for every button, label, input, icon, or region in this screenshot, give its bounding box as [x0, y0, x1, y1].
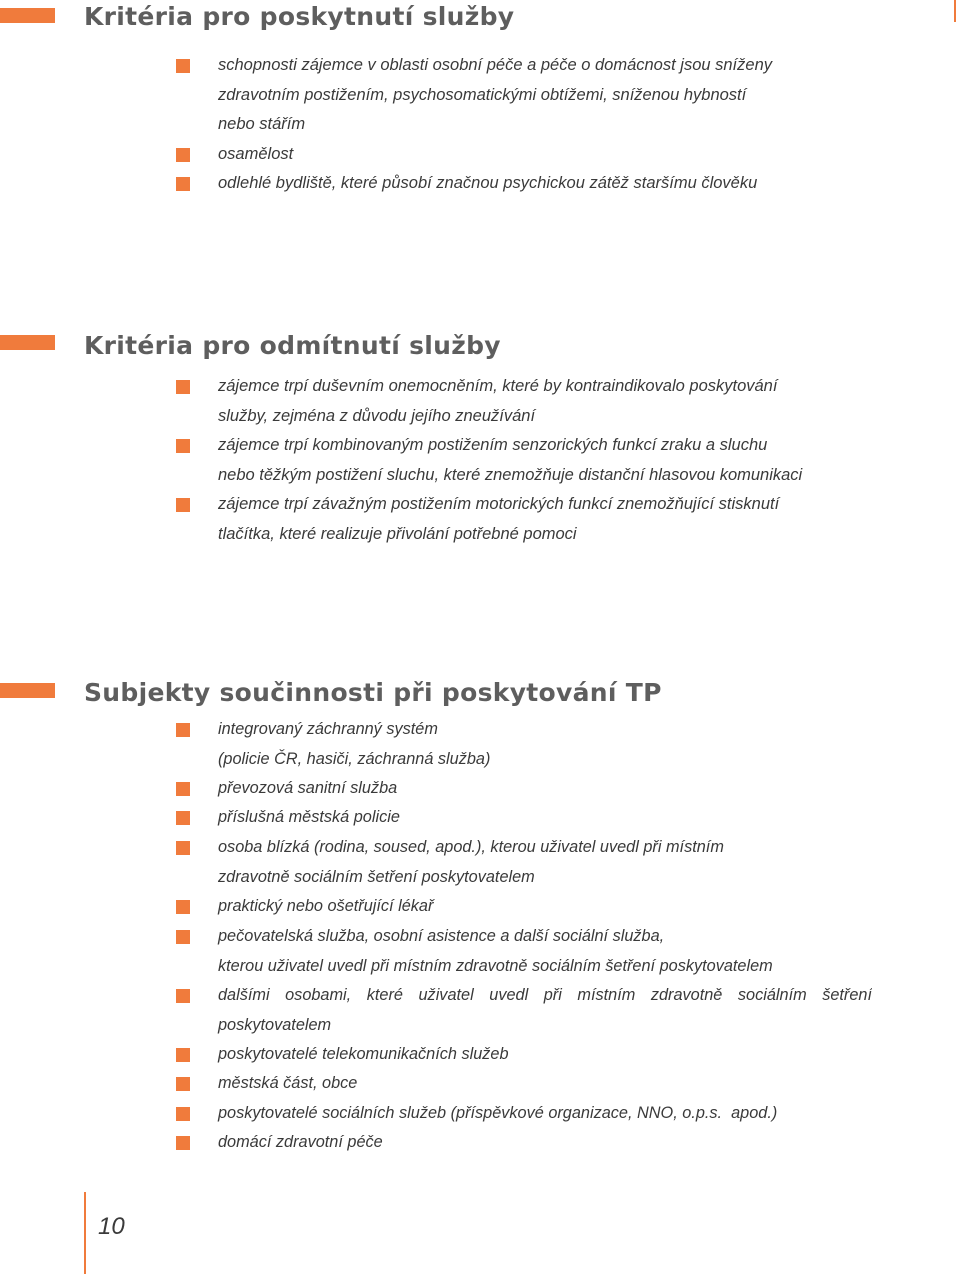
list-item [218, 1128, 878, 1158]
list-item-text: poskytovatelé telekomunikačních služeb [218, 1045, 509, 1063]
list-item-text: zájemce trpí duševním onemocněním, které by kontraindikovalo poskytování [218, 377, 778, 395]
list-item-text: praktický nebo ošetřující lékař [218, 897, 434, 915]
bullet-square [176, 380, 190, 394]
bullet-square [176, 59, 190, 73]
section-marker-bar [0, 683, 55, 698]
list-item [218, 1069, 878, 1099]
section-marker-bar [0, 8, 55, 23]
list-item [218, 372, 878, 431]
list-item-text: poskytovatelem [218, 1015, 332, 1034]
section-title: Kritéria pro odmítnutí služby [84, 331, 501, 360]
list-item [218, 774, 878, 804]
bullet-square [176, 989, 190, 1003]
list-item-text: městská část, obce [218, 1074, 358, 1092]
bullet-square [176, 1077, 190, 1091]
bullet-square [176, 811, 190, 825]
list-item-text: integrovaný záchranný systém [218, 720, 438, 738]
bullet-square [176, 841, 190, 855]
list-item-text: služby, zejména z důvodu jejího zneužívání [218, 406, 536, 425]
list-item-text: osamělost [218, 145, 294, 163]
section-marker-bar [0, 335, 55, 350]
list-item [218, 803, 878, 833]
list-item-text: nebo těžkým postižení sluchu, které znemožňuje distanční hlasovou komunikaci [218, 465, 803, 484]
list-item-text: kterou uživatel uvedl při místním zdravotně sociálním šetření poskytovatelem [218, 956, 773, 975]
bullet-square [176, 723, 190, 737]
bullet-square [176, 177, 190, 191]
list-item [218, 431, 878, 490]
bullet-square [176, 900, 190, 914]
list-item [218, 51, 878, 140]
list-item-text: schopnosti zájemce v oblasti osobní péče a péče o domácnost jsou sníženy [218, 56, 772, 74]
list-item-text: dalšími osobami, které uživatel uvedl při místním zdravotně sociálním šetření [218, 986, 872, 1004]
list-item [218, 490, 878, 549]
bullet-square [176, 1048, 190, 1062]
list-item [218, 1099, 878, 1129]
page-number-rule [84, 1192, 86, 1274]
list-item [218, 922, 878, 981]
list-item [218, 715, 878, 774]
bullet-square [176, 148, 190, 162]
list-item [218, 892, 878, 922]
list-item-text: zájemce trpí kombinovaným postižením senzorických funkcí zraku a sluchu [218, 436, 768, 454]
section-title: Subjekty součinnosti při poskytování TP [84, 678, 662, 707]
bullet-square [176, 782, 190, 796]
list-item [218, 833, 878, 892]
bullet-square [176, 1107, 190, 1121]
list-item-text: poskytovatelé sociálních služeb (příspěvkové organizace, NNO, o.p.s. apod.) [218, 1104, 778, 1122]
list-item-text: zájemce trpí závažným postižením motorických funkcí znemožňující stisknutí [218, 495, 780, 513]
list-item-text: příslušná městská policie [218, 808, 400, 826]
list-item-text: tlačítka, které realizuje přivolání potřebné pomoci [218, 524, 577, 543]
list-item-text: (policie ČR, hasiči, záchranná služba) [218, 749, 491, 768]
list-item-text: pečovatelská služba, osobní asistence a další sociální služba, [218, 927, 665, 945]
list-item-text: nebo stářím [218, 115, 306, 134]
bullet-square [176, 498, 190, 512]
list-item-text: zdravotně sociálním šetření poskytovatelem [218, 867, 535, 886]
list-item-text: domácí zdravotní péče [218, 1133, 383, 1151]
list-item [218, 981, 878, 1040]
page-number: 10 [98, 1213, 125, 1240]
list-item [218, 140, 878, 170]
bullet-square [176, 930, 190, 944]
list-item [218, 1040, 878, 1070]
list-item-text: odlehlé bydliště, které působí značnou psychickou zátěž staršímu člověku [218, 174, 758, 192]
list-item-text: osoba blízká (rodina, soused, apod.), kterou uživatel uvedl při místním [218, 838, 724, 856]
top-right-rule [954, 0, 956, 22]
bullet-square [176, 1136, 190, 1150]
bullet-square [176, 439, 190, 453]
list-item-text: zdravotním postižením, psychosomatickými obtížemi, sníženou hybností [218, 85, 747, 104]
list-item-text: převozová sanitní služba [218, 779, 398, 797]
list-item [218, 169, 878, 199]
section-title: Kritéria pro poskytnutí služby [84, 2, 515, 31]
